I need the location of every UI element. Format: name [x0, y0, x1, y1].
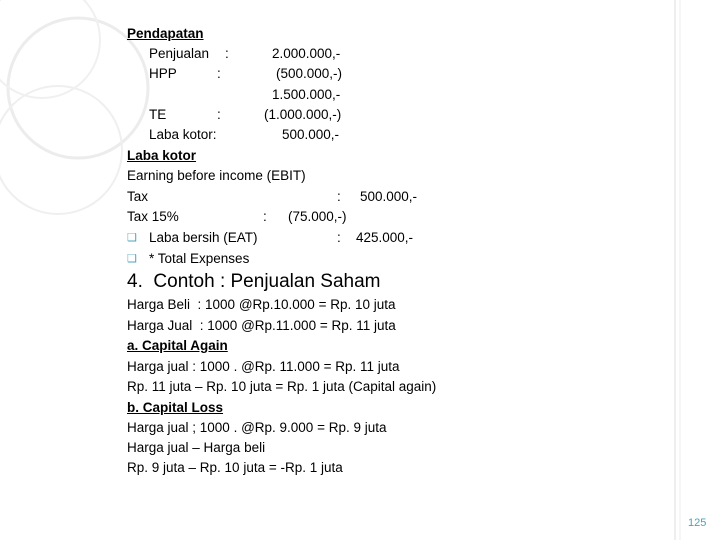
sales-label: Penjualan: [149, 46, 210, 61]
summary-heading: Laba kotor: [127, 148, 197, 163]
hpp-label: HPP: [149, 66, 177, 81]
sell-price-line: Harga Jual : 1000 @Rp.11.000 = Rp. 11 juta: [127, 318, 396, 333]
gross-profit-value: 500.000,-: [282, 127, 340, 142]
hpp-value: (500.000,-): [276, 66, 343, 81]
hpp-colon: :: [217, 66, 221, 81]
buy-price-line: Harga Beli : 1000 @Rp.10.000 = Rp. 10 juta: [127, 297, 396, 312]
eat-value: 425.000,-: [356, 230, 414, 245]
te-value: (1.000.000,-): [264, 107, 342, 122]
te-label: TE: [149, 107, 167, 122]
capital-gain-line-2: Rp. 11 juta – Rp. 10 juta = Rp. 1 juta (Capital again): [127, 379, 437, 394]
eat-colon: :: [337, 230, 341, 245]
tax15-label: Tax 15%: [127, 209, 179, 224]
bullet-icon: ❑: [127, 253, 137, 265]
capital-gain-line-1: Harga jual : 1000 . @Rp. 11.000 = Rp. 11 juta: [127, 359, 400, 374]
total-expenses-label: * Total Expenses: [149, 251, 250, 266]
subtotal-value: 1.500.000,-: [272, 87, 341, 102]
tax15-colon: :: [263, 209, 267, 224]
capital-loss-line-3: Rp. 9 juta – Rp. 10 juta = -Rp. 1 juta: [127, 460, 343, 475]
sales-value: 2.000.000,-: [272, 46, 341, 61]
capital-loss-line-2: Harga jual – Harga beli: [127, 440, 266, 455]
gross-profit-label: Laba kotor:: [149, 127, 217, 142]
te-colon: :: [217, 107, 221, 122]
tax-colon: :: [337, 189, 341, 204]
tax-label: Tax: [127, 189, 149, 204]
sales-colon: :: [225, 46, 229, 61]
page-number: 125: [688, 517, 707, 529]
bullet-icon: ❑: [127, 232, 137, 244]
eat-label: Laba bersih (EAT): [149, 230, 258, 245]
capital-loss-line-1: Harga jual ; 1000 . @Rp. 9.000 = Rp. 9 juta: [127, 420, 387, 435]
capital-loss-heading: b. Capital Loss: [127, 400, 224, 415]
example-title: 4. Contoh : Penjualan Saham: [127, 271, 381, 292]
income-heading: Pendapatan: [127, 26, 204, 41]
tax15-value: (75.000,-): [288, 209, 347, 224]
tax-value: 500.000,-: [360, 189, 418, 204]
capital-gain-heading: a. Capital Again: [127, 338, 228, 353]
ebit-line: Earning before income (EBIT): [127, 168, 306, 183]
